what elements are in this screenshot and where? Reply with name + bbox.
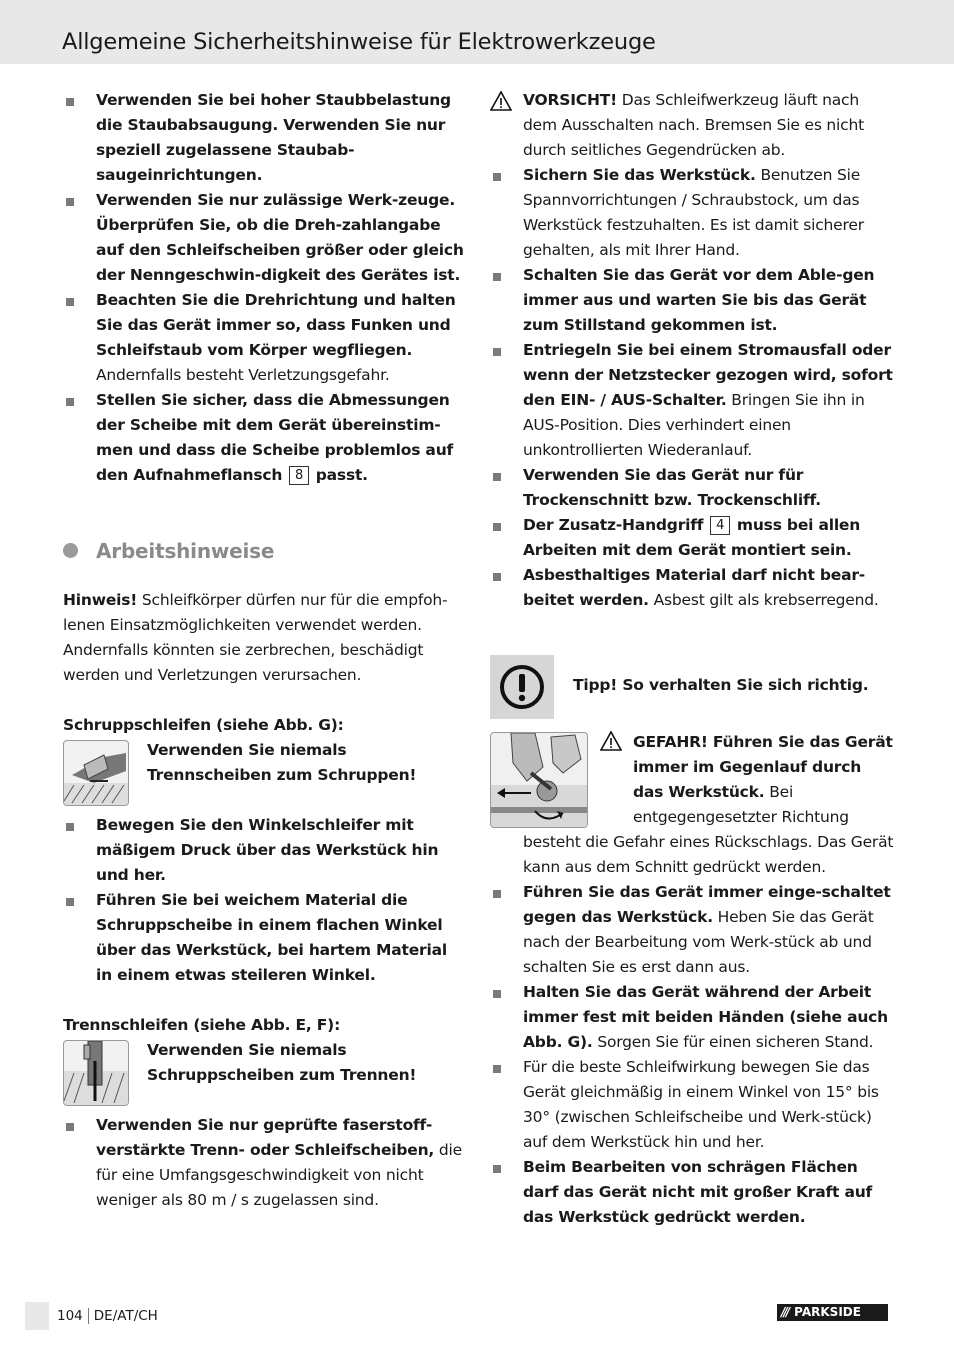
list-item (490, 513, 895, 563)
subheading: Schruppschleifen (siehe Abb. G): (63, 716, 344, 734)
exclamation-circle-icon (490, 655, 554, 719)
square-bullet-icon (493, 573, 501, 581)
square-bullet-icon (493, 1065, 501, 1073)
warning-text: Verwenden Sie niemals Trennscheiben zum Schruppen! (147, 741, 417, 784)
list-item (490, 163, 895, 263)
item-text-end: passt. (315, 466, 368, 484)
square-bullet-icon (493, 348, 501, 356)
square-bullet-icon (66, 98, 74, 106)
locale-label: DE/AT/CH (93, 1308, 158, 1324)
list-item (63, 188, 468, 288)
item-text: Beim Bearbeiten von schrägen Flächen darf das Gerät nicht mit großer Kraft auf das Werkstück gedrückt werden. (523, 1158, 873, 1226)
tip-box (490, 655, 895, 730)
list-item (63, 1113, 468, 1213)
section-bullet-icon (63, 543, 78, 558)
brand-name: PARKSIDE (794, 1305, 861, 1319)
subheading: Trennschleifen (siehe Abb. E, F): (63, 1016, 341, 1034)
note-label: Hinweis! (63, 591, 138, 609)
list-item (490, 980, 895, 1055)
warning-triangle-icon (490, 91, 512, 119)
cutting-illustration-icon (63, 1040, 129, 1106)
warning-triangle-icon (600, 731, 622, 759)
list-item (63, 888, 468, 988)
square-bullet-icon (493, 173, 501, 181)
square-bullet-icon (66, 898, 74, 906)
note-text: Schleifkörper dürfen nur für die empfoh-lenen Einsatzmöglichkeiten verwendet werden. Andernfalls könnten sie zerbrechen, beschädigt werden und Verletzungen verursachen. (63, 591, 448, 684)
item-text: Führen Sie bei weichem Material die Schruppscheibe in einem flachen Winkel über das Werkstück, bei hartem Material in einem etwas steileren Winkel. (96, 891, 447, 984)
item-note: die für eine Umfangsgeschwindigkeit von nicht weniger als 80 m / s zugelassen sind. (96, 1141, 462, 1209)
item-text: Verwenden Sie nur geprüfte faserstoff-verstärkte Trenn- oder Schleifscheiben, (96, 1116, 435, 1159)
list-item (63, 388, 468, 488)
item-text: Sichern Sie das Werkstück. (523, 166, 756, 184)
list-item (63, 813, 468, 888)
list-item (490, 263, 895, 338)
caution-note (490, 88, 895, 163)
list-item (490, 338, 895, 463)
part-reference: 8 (289, 466, 309, 485)
item-text: Entriegeln Sie bei einem Stromausfall oder wenn der Netzstecker gezogen wird, sofort den EIN- / AUS-Schalter. (523, 341, 893, 409)
square-bullet-icon (493, 990, 501, 998)
logo-stripes-icon: /// (781, 1305, 789, 1319)
left-column (63, 88, 468, 1213)
item-text: Verwenden Sie nur zulässige Werk-zeuge. Überprüfen Sie, ob die Dreh-zahlangabe auf den Schleifscheiben größer oder gleich der Nenngeschwin-digkeit des Gerätes ist. (96, 191, 464, 284)
item-text: Verwenden Sie das Gerät nur für Trockenschnitt bzw. Trockenschliff. (523, 466, 821, 509)
list-item (63, 88, 468, 188)
page-footer (57, 1308, 158, 1324)
item-note: Sorgen Sie für einen sicheren Stand. (597, 1033, 874, 1051)
page-title: Allgemeine Sicherheitshinweise für Elektrowerkzeuge (62, 29, 656, 55)
figure-row (63, 738, 468, 807)
brand-logo (777, 1304, 888, 1321)
tip-text: Tipp! So verhalten Sie sich richtig. (573, 676, 869, 694)
item-note: Bringen Sie ihn in AUS-Position. Dies verhindert einen unkontrollierten Wiederanlauf. (523, 391, 865, 459)
item-text: Schalten Sie das Gerät vor dem Able-gen immer aus und warten Sie bis das Gerät zum Stillstand gekommen ist. (523, 266, 875, 334)
list-item (490, 1055, 895, 1155)
square-bullet-icon (493, 523, 501, 531)
item-text: Bewegen Sie den Winkelschleifer mit mäßigem Druck über das Werkstück hin und her. (96, 816, 439, 884)
square-bullet-icon (66, 398, 74, 406)
item-text: Führen Sie das Gerät immer einge-schaltet gegen das Werkstück. (523, 883, 891, 926)
list-item (490, 463, 895, 513)
square-bullet-icon (66, 198, 74, 206)
square-bullet-icon (493, 273, 501, 281)
item-text: Stellen Sie sicher, dass die Abmessungen der Scheibe mit dem Gerät übereinstim-men und dass die Scheibe problemlos auf den Aufnahmeflansch (96, 391, 454, 484)
part-reference: 4 (710, 516, 730, 535)
square-bullet-icon (493, 1165, 501, 1173)
note-paragraph (63, 588, 468, 688)
item-text: Halten Sie das Gerät während der Arbeit immer fest mit beiden Händen (siehe auch Abb. G). (523, 983, 888, 1051)
square-bullet-icon (66, 298, 74, 306)
item-note: Andernfalls besteht Verletzungsgefahr. (96, 366, 390, 384)
item-text: Beachten Sie die Drehrichtung und halten Sie das Gerät immer so, dass Funken und Schleifstaub vom Körper wegfliegen. (96, 291, 456, 359)
item-text-end: muss bei allen Arbeiten mit dem Gerät montiert sein. (523, 516, 861, 559)
item-text: Für die beste Schleifwirkung bewegen Sie das Gerät gleichmäßig in einem Winkel von 15° bis 30° (zwischen Schleifscheibe und Werk-stück) auf dem Werkstück hin und her. (523, 1058, 879, 1151)
warning-text: Verwenden Sie niemals Schruppscheiben zum Trennen! (147, 1041, 417, 1084)
caution-text: Das Schleifwerkzeug läuft nach dem Ausschalten nach. Bremsen Sie es nicht durch seitliches Gegendrücken ab. (523, 91, 864, 159)
danger-note (490, 730, 895, 830)
item-text: Verwenden Sie bei hoher Staubbelastung die Staubabsaugung. Verwenden Sie nur speziell zugelassene Staubab-saugeinrichtungen. (96, 91, 451, 184)
item-text: Asbesthaltiges Material darf nicht bear-beitet werden. (523, 566, 866, 609)
item-text: Der Zusatz-Handgriff (523, 516, 704, 534)
danger-text: GEFAHR! Führen Sie das Gerät immer im Gegenlauf durch das Werkstück. (633, 733, 893, 801)
square-bullet-icon (493, 890, 501, 898)
caution-label: VORSICHT! (523, 91, 617, 109)
right-column (490, 88, 895, 1230)
danger-note-text: Bei entgegengesetzter Richtung (633, 783, 849, 826)
figure-row (63, 1038, 468, 1107)
page-header (0, 0, 954, 64)
section-title-text: Arbeitshinweise (96, 539, 275, 563)
grinding-illustration-icon (63, 740, 129, 806)
list-item (490, 1155, 895, 1230)
square-bullet-icon (66, 1123, 74, 1131)
danger-note-continued: besteht die Gefahr eines Rückschlags. Das Gerät kann aus dem Schnitt gedrückt werden. (523, 833, 894, 876)
square-bullet-icon (493, 473, 501, 481)
item-note: Asbest gilt als krebserregend. (653, 591, 879, 609)
square-bullet-icon (66, 823, 74, 831)
footer-marker (25, 1302, 49, 1330)
page-number: 104 (57, 1308, 89, 1324)
item-note: Heben Sie das Gerät nach der Bearbeitung vom Werk-stück ab und schalten Sie es erst dann aus. (523, 908, 874, 976)
list-item (490, 563, 895, 613)
list-item (490, 880, 895, 980)
list-item (63, 288, 468, 388)
item-note: Benutzen Sie Spannvorrichtungen / Schraubstock, um das Werkstück festzuhalten. Es ist damit sicherer gehalten, als mit Ihrer Hand. (523, 166, 864, 259)
section-title (63, 538, 468, 564)
